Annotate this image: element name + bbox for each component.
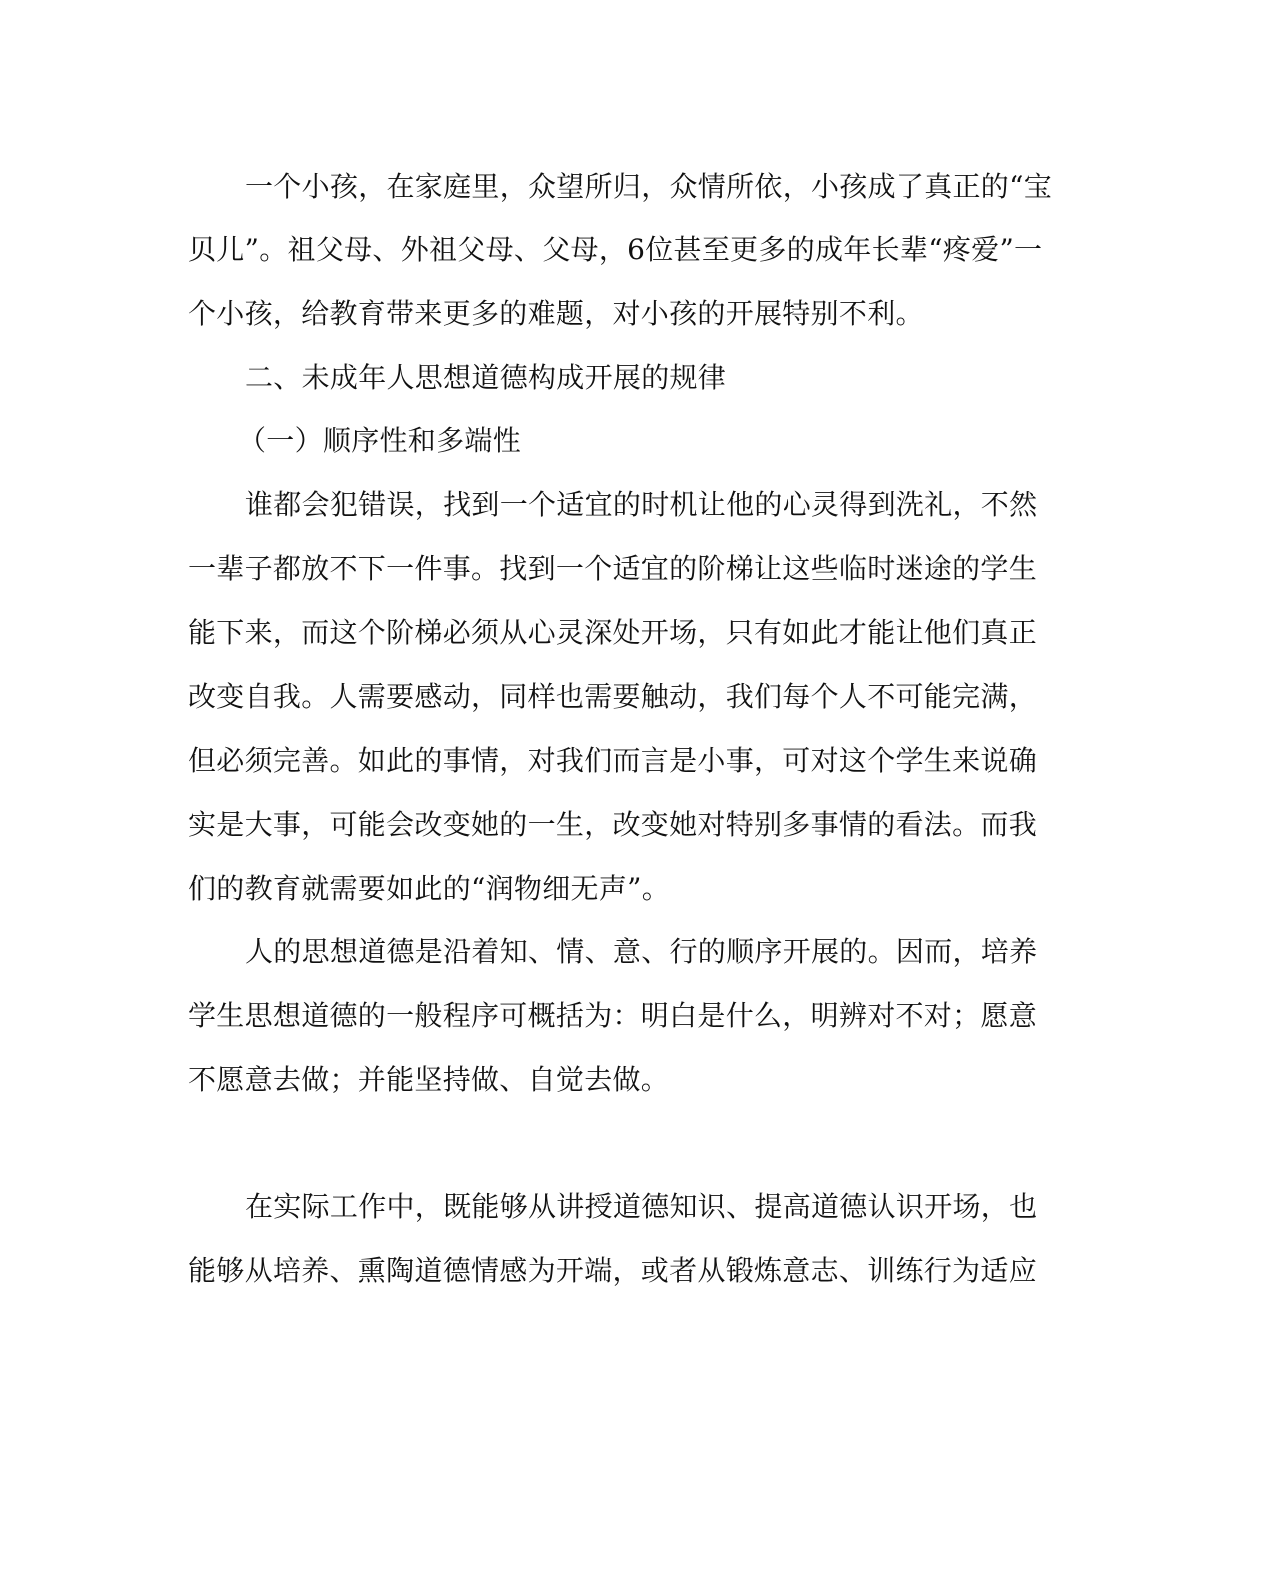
text-line: 个小孩，给教育带来更多的难题，对小孩的开展特别不利。	[188, 297, 924, 330]
text-line: 谁都会犯错误，找到一个适宜的时机让他的心灵得到洗礼，不然	[245, 488, 1038, 521]
text-line: 在实际工作中，既能够从讲授道德知识、提高道德认识开场，也	[245, 1190, 1038, 1223]
text-line: 一辈子都放不下一件事。找到一个适宜的阶梯让这些临时迷途的学生	[188, 552, 1038, 585]
subsection-heading: （一）顺序性和多端性	[238, 424, 522, 457]
text-line: 不愿意去做；并能坚持做、自觉去做。	[188, 1063, 670, 1096]
text-line: 改变自我。人需要感动，同样也需要触动，我们每个人不可能完满，	[188, 680, 1038, 713]
text-line: 贝儿”。祖父母、外祖父母、父母，6位甚至更多的成年长辈“疼爱”一	[188, 233, 1043, 266]
text-line: 能够从培养、熏陶道德情感为开端，或者从锻炼意志、训练行为适应	[188, 1254, 1038, 1287]
text-line: 能下来，而这个阶梯必须从心灵深处开场，只有如此才能让他们真正	[188, 616, 1038, 649]
text-line: 但必须完善。如此的事情，对我们而言是小事，可对这个学生来说确	[188, 744, 1038, 777]
text-line: 们的教育就需要如此的“润物细无声”。	[188, 872, 671, 905]
text-line: 实是大事，可能会改变她的一生，改变她对特别多事情的看法。而我	[188, 808, 1038, 841]
text-line: 人的思想道德是沿着知、情、意、行的顺序开展的。因而，培养	[245, 935, 1038, 968]
text-line: 学生思想道德的一般程序可概括为：明白是什么，明辨对不对；愿意	[188, 999, 1038, 1032]
section-heading: 二、未成年人思想道德构成开展的规律	[245, 361, 727, 394]
text-line: 一个小孩，在家庭里，众望所归，众情所依，小孩成了真正的“宝	[245, 170, 1053, 203]
